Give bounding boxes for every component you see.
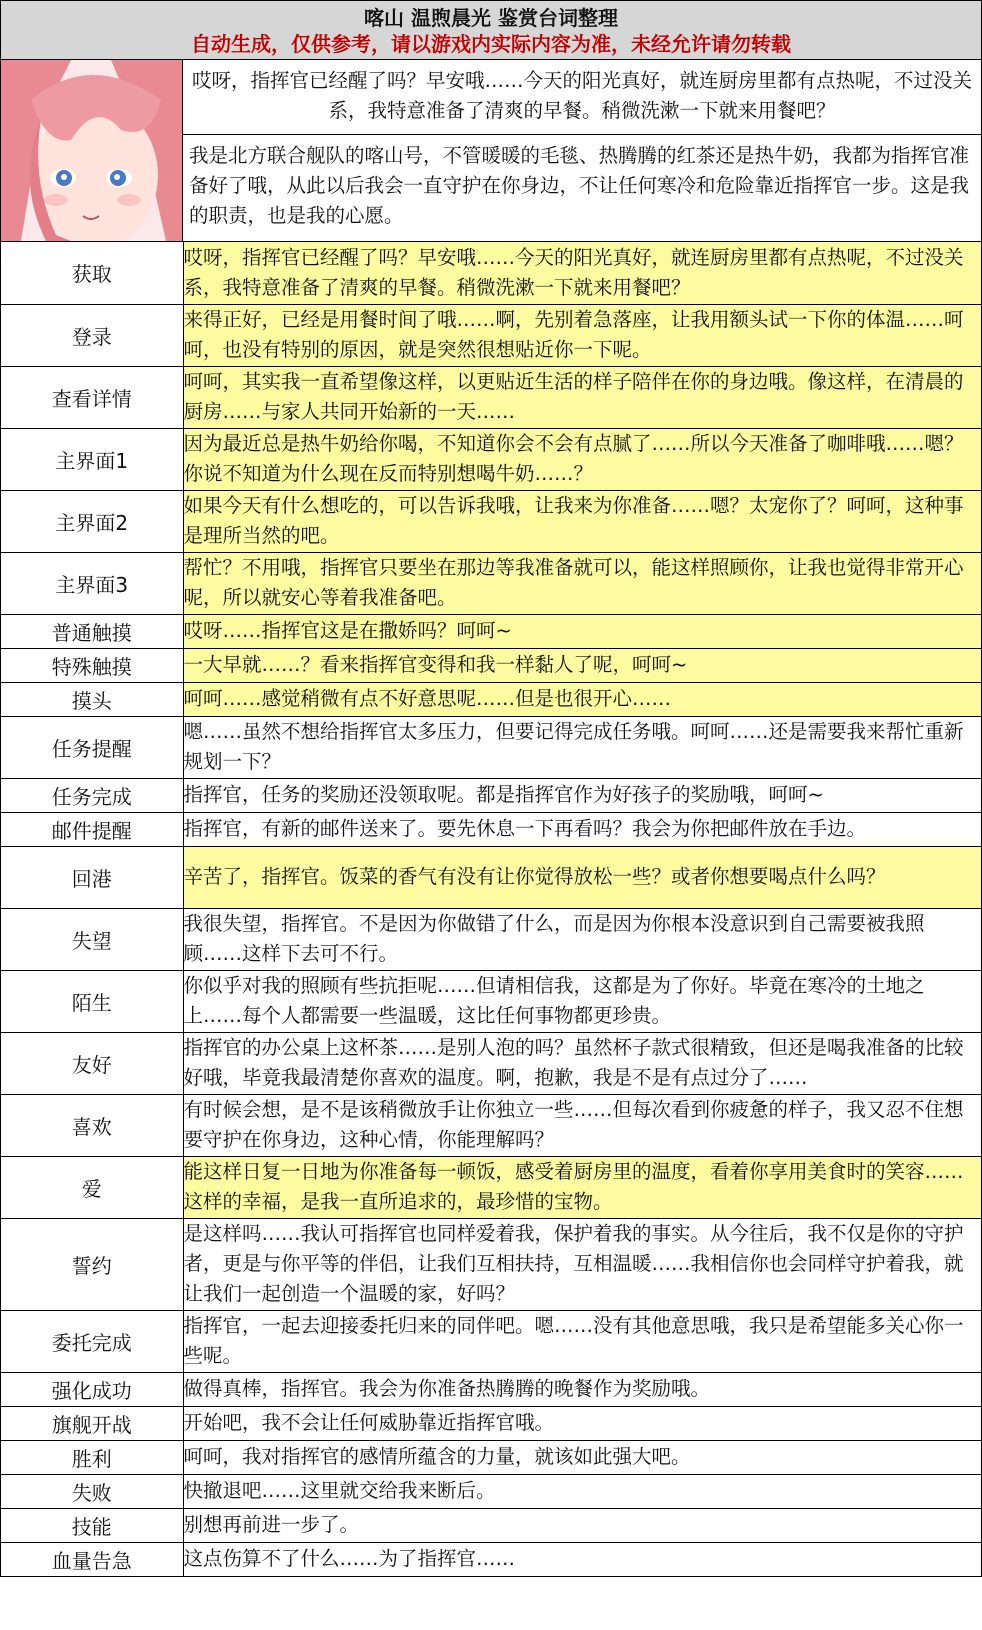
header [1, 1, 981, 60]
row-dialogue: 指挥官的办公桌上这杯茶……是别人泡的吗？虽然杯子款式很精致，但还是喝我准备的比较好哦，毕竟我最清楚你喜欢的温度。啊，抱歉，我是不是有点过分了…… [183, 1032, 981, 1094]
row-label: 登录 [1, 304, 183, 366]
character-portrait [1, 60, 183, 241]
table-row [1, 1508, 981, 1542]
row-label: 邮件提醒 [1, 812, 183, 846]
row-label: 誓约 [1, 1218, 183, 1310]
row-label: 失败 [1, 1474, 183, 1508]
row-dialogue: 做得真棒，指挥官。我会为你准备热腾腾的晚餐作为奖励哦。 [183, 1372, 981, 1406]
table-row [1, 778, 981, 812]
row-dialogue: 呵呵，我对指挥官的感情所蕴含的力量，就该如此强大吧。 [183, 1440, 981, 1474]
table-row [1, 1542, 981, 1576]
row-dialogue: 指挥官，任务的奖励还没领取呢。都是指挥官作为好孩子的奖励哦，呵呵~ [183, 778, 981, 812]
row-label: 强化成功 [1, 1372, 183, 1406]
table-row [1, 490, 981, 552]
row-dialogue: 辛苦了，指挥官。饭菜的香气有没有让你觉得放松一些？或者你想要喝点什么吗？ [183, 846, 981, 908]
row-dialogue: 快撤退吧……这里就交给我来断后。 [183, 1474, 981, 1508]
row-label: 喜欢 [1, 1094, 183, 1156]
row-label: 失望 [1, 908, 183, 970]
table-row [1, 846, 981, 908]
row-label: 任务提醒 [1, 716, 183, 778]
row-label: 摸头 [1, 682, 183, 716]
table-row [1, 716, 981, 778]
table-row [1, 970, 981, 1032]
table-row [1, 1406, 981, 1440]
table-row [1, 1474, 981, 1508]
row-dialogue: 来得正好，已经是用餐时间了哦……啊，先别着急落座，让我用额头试一下你的体温……呵呵，也没有特别的原因，就是突然很想贴近你一下呢。 [183, 304, 981, 366]
portrait-illustration [1, 60, 182, 241]
intro-line-acquire: 哎呀，指挥官已经醒了吗？早安哦……今天的阳光真好，就连厨房里都有点热呢，不过没关系，我特意准备了清爽的早餐。稍微洗漱一下就来用餐吧？ [183, 60, 981, 135]
intro-section [1, 60, 981, 242]
table-row [1, 304, 981, 366]
table-row [1, 1156, 981, 1218]
row-dialogue: 能这样日复一日地为你准备每一顿饭，感受着厨房里的温度，看着你享用美食时的笑容……这样的幸福，是我一直所追求的，最珍惜的宝物。 [183, 1156, 981, 1218]
row-dialogue: 帮忙？不用哦，指挥官只要坐在那边等我准备就可以，能这样照顾你，让我也觉得非常开心呢，所以就安心等着我准备吧。 [183, 552, 981, 614]
table-row [1, 1440, 981, 1474]
row-dialogue: 这点伤算不了什么……为了指挥官…… [183, 1547, 516, 1571]
row-label: 血量告急 [1, 1542, 183, 1576]
row-label: 回港 [1, 846, 183, 908]
intro-texts [183, 60, 981, 241]
row-label: 委托完成 [1, 1310, 183, 1372]
row-dialogue: 一大早就……？看来指挥官变得和我一样黏人了呢，呵呵~ [183, 648, 981, 682]
table-row [1, 1094, 981, 1156]
row-dialogue: 别想再前进一步了。 [183, 1508, 981, 1542]
row-dialogue: 呵呵……感觉稍微有点不好意思呢……但是也很开心…… [183, 682, 981, 716]
row-label: 任务完成 [1, 778, 183, 812]
table-row [1, 812, 981, 846]
table-row [1, 1032, 981, 1094]
row-dialogue: 开始吧，我不会让任何威胁靠近指挥官哦。 [183, 1406, 981, 1440]
table-row [1, 428, 981, 490]
intro-line-profile: 我是北方联合舰队的喀山号，不管暖暖的毛毯、热腾腾的红茶还是热牛奶，我都为指挥官准备好了哦，从此以后我会一直守护在你身边，不让任何寒冷和危险靠近指挥官一步。这是我的职责，也是我的心愿。 [189, 144, 970, 227]
row-label: 友好 [1, 1032, 183, 1094]
notice-text: 自动生成，仅供参考，请以游戏内实际内容为准，未经允许请勿转载 [191, 32, 791, 56]
row-label: 技能 [1, 1508, 183, 1542]
table-row [1, 552, 981, 614]
table-row [1, 682, 981, 716]
row-label: 主界面3 [1, 552, 183, 614]
row-label: 获取 [1, 242, 183, 304]
row-dialogue: 我很失望，指挥官。不是因为你做错了什么，而是因为你根本没意识到自己需要被我照顾……这样下去可不行。 [183, 908, 981, 970]
row-dialogue: 是这样吗……我认可指挥官也同样爱着我，保护着我的事实。从今往后，我不仅是你的守护者，更是与你平等的伴侣，让我们互相扶持，互相温暖……我相信你也会同样守护着我，就让我们一起创造一个温暖的家，好吗？ [183, 1218, 981, 1310]
table-row [1, 908, 981, 970]
row-dialogue: 哎呀，指挥官已经醒了吗？早安哦……今天的阳光真好，就连厨房里都有点热呢，不过没关系，我特意准备了清爽的早餐。稍微洗漱一下就来用餐吧？ [183, 242, 981, 304]
table-row [1, 242, 981, 304]
row-label: 旗舰开战 [1, 1406, 183, 1440]
row-label: 特殊触摸 [1, 648, 183, 682]
table-row [1, 366, 981, 428]
row-dialogue: 你似乎对我的照顾有些抗拒呢……但请相信我，这都是为了你好。毕竟在寒冷的土地之上……每个人都需要一些温暖，这比任何事物都更珍贵。 [183, 970, 981, 1032]
row-label: 普通触摸 [1, 614, 183, 648]
table-row [1, 1310, 981, 1372]
table-row [1, 614, 981, 648]
row-label: 胜利 [1, 1440, 183, 1474]
row-dialogue: 哎呀……指挥官这是在撒娇吗？呵呵~ [183, 614, 981, 648]
table-row [1, 648, 981, 682]
table-row [1, 1218, 981, 1310]
voice-lines-table [1, 242, 981, 1576]
row-dialogue: 如果今天有什么想吃的，可以告诉我哦，让我来为你准备……嗯？太宠你了？呵呵，这种事是理所当然的吧。 [183, 490, 981, 552]
row-dialogue: 指挥官，有新的邮件送来了。要先休息一下再看吗？我会为你把邮件放在手边。 [183, 812, 981, 846]
table-row [1, 1372, 981, 1406]
row-label: 查看详情 [1, 366, 183, 428]
row-dialogue: 呵呵，其实我一直希望像这样，以更贴近生活的样子陪伴在你的身边哦。像这样，在清晨的厨房……与家人共同开始新的一天…… [183, 366, 981, 428]
row-label: 陌生 [1, 970, 183, 1032]
row-label: 主界面1 [1, 428, 183, 490]
row-dialogue: 有时候会想，是不是该稍微放手让你独立一些……但每次看到你疲惫的样子，我又忍不住想要守护在你身边，这种心情，你能理解吗？ [183, 1094, 981, 1156]
row-dialogue: 指挥官，一起去迎接委托归来的同伴吧。嗯……没有其他意思哦，我只是希望能多关心你一些呢。 [183, 1310, 981, 1372]
row-label: 主界面2 [1, 490, 183, 552]
row-dialogue: 嗯……虽然不想给指挥官太多压力，但要记得完成任务哦。呵呵……还是需要我来帮忙重新规划一下？ [183, 716, 981, 778]
row-dialogue: 因为最近总是热牛奶给你喝，不知道你会不会有点腻了……所以今天准备了咖啡哦……嗯？你说不知道为什么现在反而特别想喝牛奶……？ [183, 428, 981, 490]
page-title: 喀山 温煦晨光 鉴赏台词整理 [364, 6, 618, 30]
row-label: 爱 [1, 1156, 183, 1218]
